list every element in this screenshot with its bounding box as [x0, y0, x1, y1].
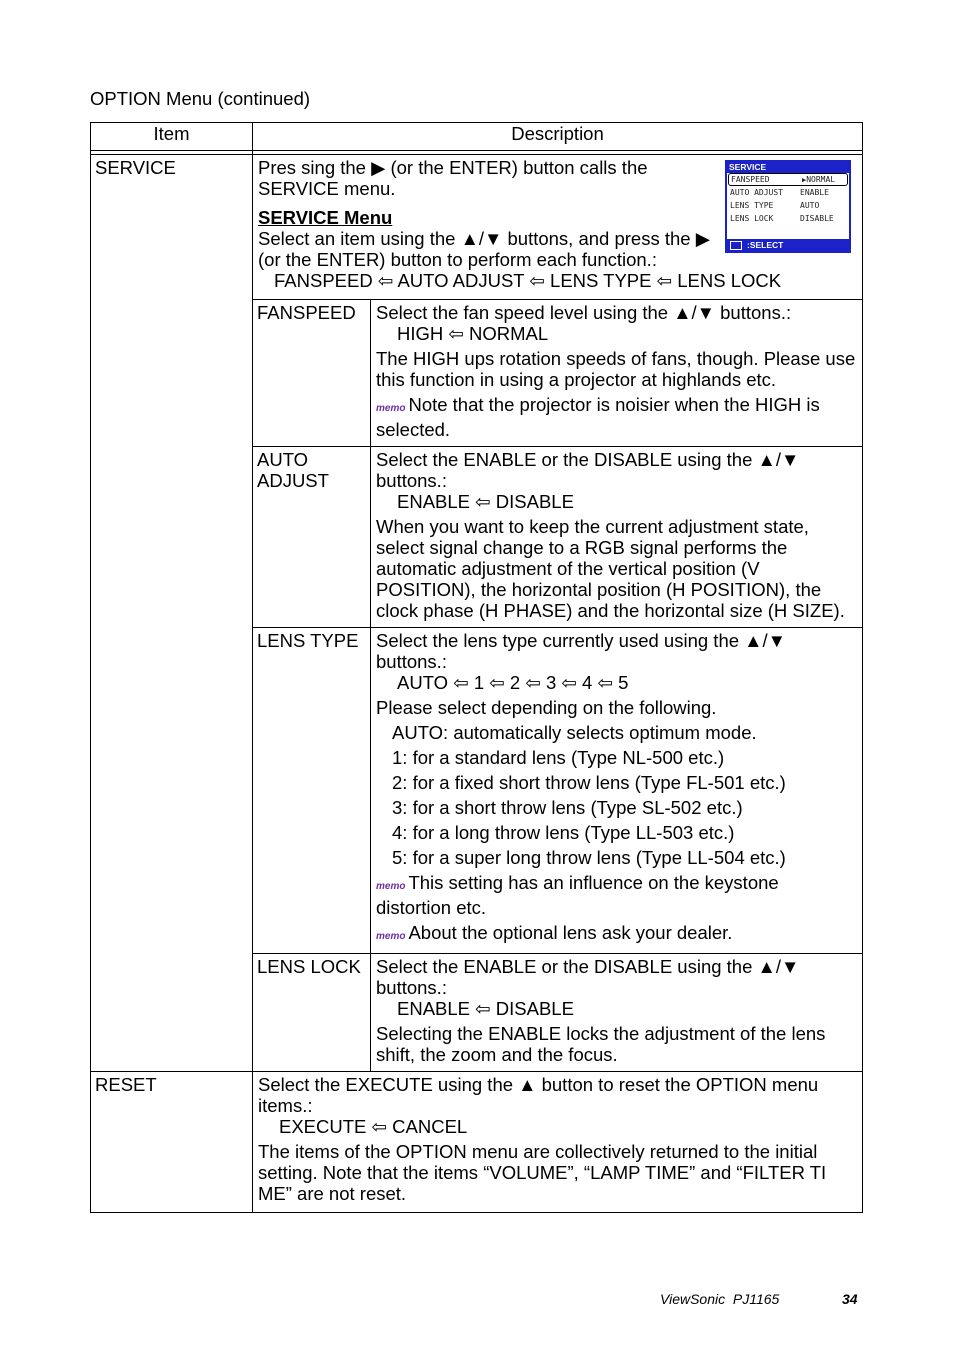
lens-type-list-item: 1: for a standard lens (Type NL-500 etc.) [392, 747, 725, 768]
fanspeed-memo-text: Note that the projector is noisier when the HIGH is selected. [376, 394, 820, 440]
lens-lock-line1: Select the ENABLE or the DISABLE using the ▲/▼ buttons.: [376, 956, 800, 998]
lens-type-memo1 [376, 872, 856, 918]
item-reset: RESET [91, 1072, 253, 1213]
fanspeed-line2: The HIGH ups rotation speeds of fans, though. Please use this function in using a projector at highlands etc. [376, 348, 856, 390]
header-item: Item [91, 123, 253, 151]
osd-title: SERVICE [727, 162, 849, 173]
header-description: Description [253, 123, 863, 151]
lens-type-memo2 [376, 922, 856, 947]
service-menu-osd-image [725, 160, 851, 253]
osd-row-value: ENABLE [800, 188, 829, 197]
memo-icon: memo [376, 931, 406, 942]
osd-row [727, 186, 849, 199]
osd-row-label: AUTO ADJUST [730, 188, 783, 197]
footer-brand: ViewSonic PJ1165 [660, 1291, 780, 1307]
item-fanspeed: FANSPEED [253, 300, 371, 447]
osd-row-selected [728, 173, 848, 186]
lens-type-list-item: 4: for a long throw lens (Type LL-503 etc.) [392, 822, 735, 843]
auto-adjust-options: ENABLE ⇦ DISABLE [397, 491, 574, 512]
osd-row [727, 212, 849, 225]
lens-lock-options: ENABLE ⇦ DISABLE [397, 998, 574, 1019]
desc-fanspeed [371, 300, 863, 447]
memo-icon: memo [376, 403, 406, 414]
desc-lens-type [371, 628, 863, 954]
lens-type-memo2-text: About the optional lens ask your dealer. [408, 922, 733, 943]
osd-footer [727, 239, 849, 251]
service-menu-heading: SERVICE Menu [258, 207, 393, 228]
table-row-fanspeed [253, 300, 862, 447]
auto-adjust-line2: When you want to keep the current adjustment state, select signal change to a RGB signal performs the automatic adjustment of the vertical position (V POSITION), the horizontal position (H POSITION), the clock phase (H PHASE) and the horizontal size (H SIZE). [376, 516, 845, 621]
lens-type-line2: Please select depending on the following. [376, 697, 717, 718]
lens-type-memo1-text: This setting has an influence on the keystone distortion etc. [376, 872, 779, 918]
lens-type-list-item: 3: for a short throw lens (Type SL-502 etc.) [392, 797, 743, 818]
item-auto-adjust: AUTO ADJUST [253, 447, 371, 628]
item-service: SERVICE [91, 155, 253, 1072]
fanspeed-options: HIGH ⇦ NORMAL [397, 323, 549, 344]
osd-row [727, 199, 849, 212]
lens-type-options: AUTO ⇦ 1 ⇦ 2 ⇦ 3 ⇦ 4 ⇦ 5 [397, 672, 629, 693]
osd-row-value: AUTO [800, 201, 820, 210]
service-line1: Pres sing the ▶ (or the ENTER) button calls the SERVICE menu. [258, 157, 648, 199]
lens-type-list-item: AUTO: automatically selects optimum mode. [392, 722, 757, 743]
item-lens-type: LENS TYPE [253, 628, 371, 954]
option-menu-table [90, 122, 863, 1213]
reset-options: EXECUTE ⇦ CANCEL [279, 1116, 468, 1137]
table-row-auto-adjust [253, 447, 862, 628]
table-row-reset [91, 1072, 863, 1213]
osd-row-value: DISABLE [800, 214, 834, 223]
service-line2: Select an item using the ▲/▼ buttons, and press the ▶ (or the ENTER) button to perform each function.: [258, 228, 710, 270]
service-sequence: FANSPEED ⇦ AUTO ADJUST ⇦ LENS TYPE ⇦ LENS LOCK [274, 270, 782, 291]
page-heading: OPTION Menu (continued) [90, 88, 311, 109]
osd-footer-text: :SELECT [747, 240, 784, 250]
fanspeed-memo [376, 394, 856, 440]
osd-row-label: FANSPEED [731, 175, 770, 184]
table-header-row [91, 123, 863, 151]
table-row-lens-type [253, 628, 862, 954]
select-button-icon [730, 241, 742, 250]
auto-adjust-line1: Select the ENABLE or the DISABLE using the ▲/▼ buttons.: [376, 449, 800, 491]
osd-row-label: LENS LOCK [730, 214, 774, 223]
table-row-service [91, 155, 863, 1072]
lens-type-line1: Select the lens type currently used using the ▲/▼ buttons.: [376, 630, 786, 672]
lens-lock-line2: Selecting the ENABLE locks the adjustment of the lens shift, the zoom and the focus. [376, 1023, 826, 1065]
desc-lens-lock [371, 954, 863, 1072]
reset-line2: The items of the OPTION menu are collectively returned to the initial setting. Note that the items “VOLUME”, “LAMP TIME” and “FILTER TI ME” are not reset. [258, 1141, 827, 1204]
item-lens-lock: LENS LOCK [253, 954, 371, 1072]
desc-auto-adjust [371, 447, 863, 628]
fanspeed-line1: Select the fan speed level using the ▲/▼ buttons.: [376, 302, 792, 323]
osd-row-label: LENS TYPE [730, 201, 774, 210]
footer-page-number: 34 [842, 1291, 858, 1307]
table-row-lens-lock [253, 954, 862, 1072]
service-subtable [253, 299, 862, 1071]
osd-row-value: NORMAL [806, 175, 836, 184]
desc-service [253, 155, 863, 1072]
lens-type-list-item: 5: for a super long throw lens (Type LL-504 etc.) [392, 847, 786, 868]
memo-icon: memo [376, 881, 406, 892]
lens-type-list-item: 2: for a fixed short throw lens (Type FL-501 etc.) [392, 772, 786, 793]
triangle-right-icon: ▶ [802, 176, 807, 184]
desc-reset [253, 1072, 863, 1213]
reset-line1: Select the EXECUTE using the ▲ button to reset the OPTION menu items.: [258, 1074, 819, 1116]
